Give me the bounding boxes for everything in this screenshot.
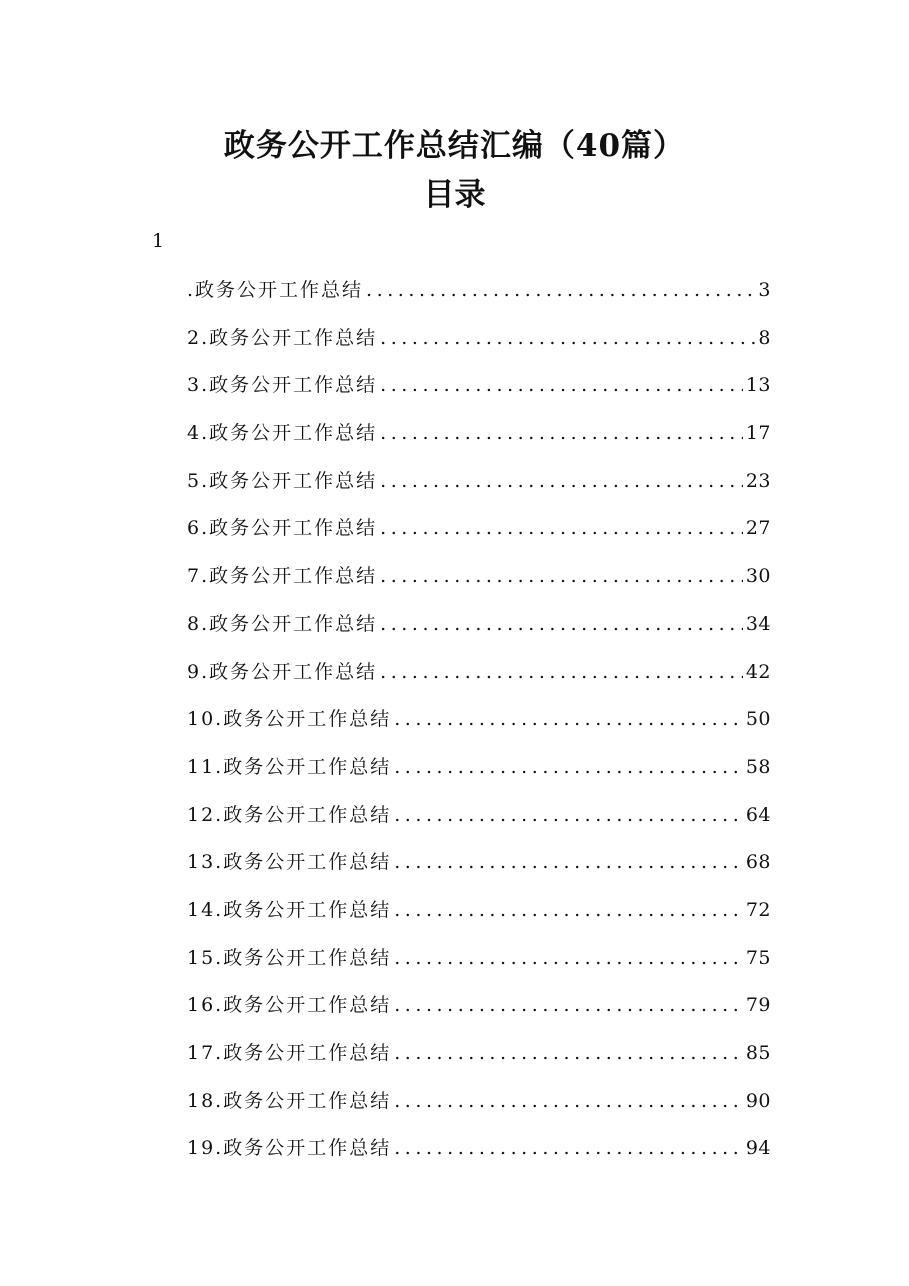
toc-entry-label: 10.政务公开工作总结 xyxy=(187,708,392,731)
toc-entry[interactable] xyxy=(187,705,771,753)
toc-dot-leader xyxy=(380,658,743,686)
toc-dot-leader xyxy=(394,991,743,1019)
toc-entry-label: 3.政务公开工作总结 xyxy=(187,374,378,397)
toc-entry-label: 2.政务公开工作总结 xyxy=(187,326,378,349)
toc-dot-leader xyxy=(380,514,743,542)
toc-entry-page: 23 xyxy=(745,469,771,492)
toc-entry[interactable] xyxy=(187,467,771,515)
toc-entry-page: 79 xyxy=(745,994,771,1017)
toc-dot-leader xyxy=(394,1039,743,1067)
toc-entry-page: 85 xyxy=(745,1042,771,1064)
toc-entry-page: 94 xyxy=(745,1137,771,1160)
toc-entry[interactable] xyxy=(187,753,771,801)
toc-entry-label: 17.政务公开工作总结 xyxy=(187,1042,392,1064)
toc-dot-leader xyxy=(394,753,743,781)
toc-entry[interactable] xyxy=(187,419,771,467)
toc-entry-label: 16.政务公开工作总结 xyxy=(187,994,392,1017)
toc-heading: 目录 xyxy=(423,177,486,213)
toc-entry-label: 11.政务公开工作总结 xyxy=(187,755,392,778)
toc-entry[interactable] xyxy=(187,514,771,562)
toc-dot-leader xyxy=(380,467,743,495)
toc-entry-page: 17 xyxy=(745,422,771,445)
toc-entry-page: 34 xyxy=(745,612,771,635)
toc-dot-leader xyxy=(366,276,755,304)
toc-dot-leader xyxy=(394,1087,743,1115)
toc-entry-page: 13 xyxy=(745,374,771,397)
toc-entry[interactable] xyxy=(187,276,771,324)
toc-entry-label: 15.政务公开工作总结 xyxy=(187,946,392,969)
toc-dot-leader xyxy=(394,1134,743,1162)
toc-entry[interactable] xyxy=(187,562,771,610)
toc-entry-page: 68 xyxy=(745,851,771,874)
toc-entry-label: 14.政务公开工作总结 xyxy=(187,898,392,921)
toc-entry-page: 64 xyxy=(745,803,771,826)
toc-dot-leader xyxy=(394,896,743,924)
toc-entry[interactable] xyxy=(187,610,771,658)
toc-entry[interactable] xyxy=(187,324,771,372)
toc-entry[interactable] xyxy=(187,658,771,706)
toc-entry-page: 42 xyxy=(745,660,771,683)
toc-entry-page: 50 xyxy=(745,708,771,731)
toc-entry[interactable] xyxy=(187,1087,771,1135)
toc-entry-label: 19.政务公开工作总结 xyxy=(187,1137,392,1160)
toc-entry-page: 75 xyxy=(745,946,771,969)
toc-entry-page: 58 xyxy=(745,755,771,778)
toc-dot-leader xyxy=(380,324,755,352)
toc-entry[interactable] xyxy=(187,801,771,849)
toc-entry[interactable] xyxy=(187,991,771,1039)
toc-entry-label: 18.政务公开工作总结 xyxy=(187,1089,392,1112)
table-of-contents xyxy=(187,276,771,1182)
toc-dot-leader xyxy=(380,419,743,447)
toc-entry[interactable] xyxy=(187,896,771,944)
toc-entry[interactable] xyxy=(187,848,771,896)
toc-entry-label: 13.政务公开工作总结 xyxy=(187,851,392,874)
toc-entry[interactable] xyxy=(187,371,771,419)
toc-entry-label: 9.政务公开工作总结 xyxy=(187,660,378,683)
toc-dot-leader xyxy=(394,848,743,876)
document-title: 政务公开工作总结汇编（40篇） xyxy=(223,128,686,164)
toc-entry[interactable] xyxy=(187,944,771,992)
toc-entry-label: 4.政务公开工作总结 xyxy=(187,422,378,445)
toc-entry-label: 5.政务公开工作总结 xyxy=(187,469,378,492)
toc-dot-leader xyxy=(380,562,743,590)
toc-dot-leader xyxy=(394,705,743,733)
toc-entry-page: 27 xyxy=(745,517,771,540)
toc-entry-page: 72 xyxy=(745,898,771,921)
toc-entry-page: 3 xyxy=(758,279,771,301)
toc-first-number: 1 xyxy=(152,230,165,252)
toc-entry[interactable] xyxy=(187,1134,771,1182)
toc-dot-leader xyxy=(380,610,743,638)
toc-dot-leader xyxy=(394,944,743,972)
toc-entry[interactable] xyxy=(187,1039,771,1087)
toc-entry-page: 90 xyxy=(745,1089,771,1112)
toc-entry-label: 6.政务公开工作总结 xyxy=(187,517,378,540)
toc-entry-label: 12.政务公开工作总结 xyxy=(187,803,392,826)
toc-entry-page: 30 xyxy=(745,565,771,588)
toc-entry-label: .政务公开工作总结 xyxy=(187,279,364,301)
toc-entry-label: 8.政务公开工作总结 xyxy=(187,612,378,635)
toc-entry-label: 7.政务公开工作总结 xyxy=(187,565,378,588)
toc-entry-page: 8 xyxy=(758,326,771,349)
toc-dot-leader xyxy=(380,371,743,399)
toc-dot-leader xyxy=(394,801,743,829)
